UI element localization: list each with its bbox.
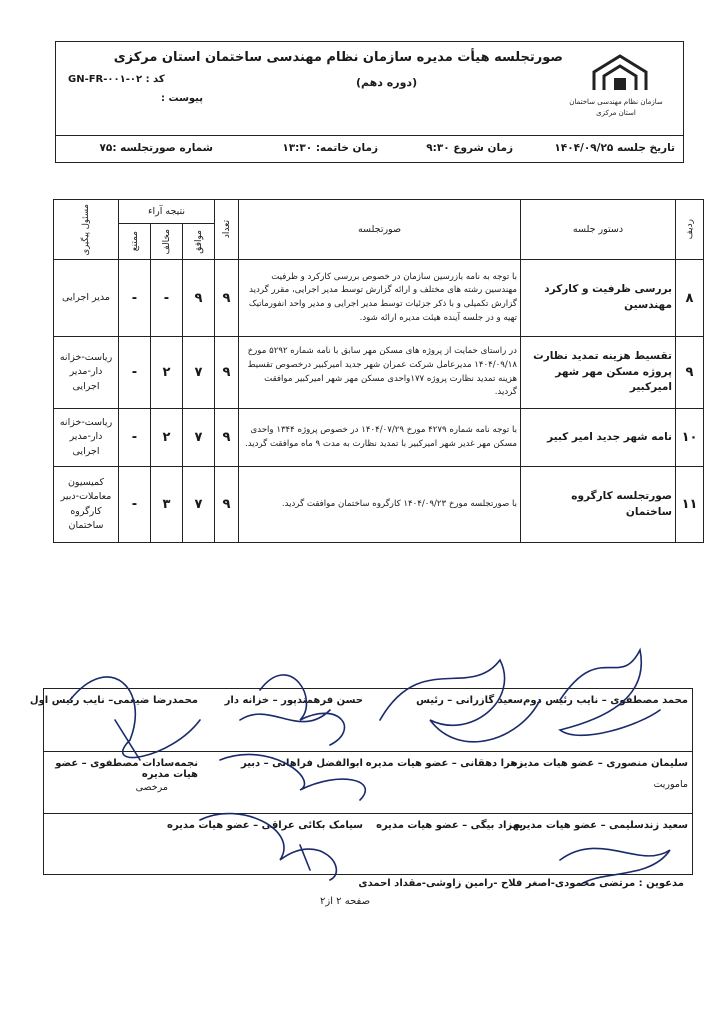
agenda-item: تقسیط هزینه تمدید نظارت پروژه مسکن مهر شهر امیرکبیر	[521, 337, 676, 409]
signature-cell	[523, 689, 692, 751]
header-count: تعداد	[215, 200, 239, 260]
vote-abstain: -	[119, 337, 151, 409]
row-number: ۸	[676, 260, 704, 337]
document-header	[55, 41, 684, 136]
organization-logo	[556, 50, 676, 130]
logo-caption-2: استان مرکزی	[596, 109, 636, 117]
signatory-status: ماموریت	[653, 779, 688, 790]
minutes-number: شماره صورتجلسه :۷۵	[99, 142, 213, 154]
signatory-name: محمدرضا ضیغمی– نایب رئیس اول	[29, 695, 198, 706]
signatory-name: حسن فرهمندپور – خزانه دار	[224, 695, 363, 706]
minutes-table	[53, 199, 704, 543]
vote-count: ۹	[215, 260, 239, 337]
document-subtitle: (دوره دهم)	[356, 76, 418, 89]
vote-count: ۹	[215, 467, 239, 543]
signature-cell	[367, 814, 527, 876]
signature-row	[44, 813, 692, 876]
signature-row	[29, 689, 692, 751]
signatory-name: زهرا دهقانی – عضو هیات مدیره	[365, 758, 523, 769]
responsible-party: کمیسیون معاملات-دبیر کارگروه ساختمان	[54, 467, 119, 543]
minutes-text: با صورتجلسه مورخ ۱۴۰۴/۰۹/۲۳ کارگروه ساختمان موافقت گردید.	[239, 467, 521, 543]
signature-cell	[29, 689, 202, 751]
meeting-info-bar	[55, 136, 684, 163]
vote-disagree: ۲	[151, 337, 183, 409]
agenda-item: صورتجلسه کارگروه ساختمان	[521, 467, 676, 543]
header-disagree: مخالف	[151, 224, 183, 260]
header-responsible: مسئول پیگیری	[54, 200, 119, 260]
vote-abstain: -	[119, 409, 151, 467]
signature-cell	[42, 752, 202, 814]
building-logo-icon	[590, 52, 650, 94]
signature-cell	[202, 752, 367, 814]
header-minutes: صورتجلسه	[239, 200, 521, 260]
vote-count: ۹	[215, 337, 239, 409]
responsible-party: مدیر اجرایی	[54, 260, 119, 337]
invitees-line: مدعوین : مرتضی محمودی-اصغر فلاح -رامین زاوشی-مقداد احمدی	[358, 878, 684, 889]
vote-agree: ۷	[183, 409, 215, 467]
signatory-status: مرخصی	[135, 782, 168, 793]
signature-row	[44, 751, 692, 814]
header-votes: نتیجه آراء	[119, 200, 215, 224]
meeting-start-time: زمان شروع ۹:۳۰	[426, 142, 513, 154]
signatory-name: نجمه‌سادات مصطفوی – عضو هیات مدیره	[55, 758, 198, 780]
signatory-name: سلیمان منصوری – عضو هیات مدیره	[511, 758, 688, 769]
document-code	[68, 74, 165, 85]
signature-cell	[167, 814, 367, 876]
signatory-name: سیامک بکائی عراقی – عضو هیات مدیره	[167, 820, 363, 831]
vote-disagree: ۲	[151, 409, 183, 467]
logo-caption-1: سازمان نظام مهندسی ساختمان	[569, 98, 663, 106]
signatory-name: سعید زندسلیمی – عضو هیات مدیره	[514, 820, 688, 831]
code-value: GN-FR-۰۰۱-۰۲	[68, 74, 143, 85]
vote-agree: ۹	[183, 260, 215, 337]
document-title: صورتجلسه هیأت مدیره سازمان نظام مهندسی ساختمان استان مرکزی	[113, 50, 563, 65]
vote-disagree: ۳	[151, 467, 183, 543]
agenda-item: بررسی ظرفیت و کارکرد مهندسین	[521, 260, 676, 337]
vote-disagree: -	[151, 260, 183, 337]
table-row	[54, 409, 704, 467]
responsible-party: ریاست-خزانه دار-مدیر اجرایی	[54, 337, 119, 409]
minutes-text: با توجه نامه شماره ۴۲۷۹ مورخ ۱۴۰۴/۰۷/۲۹ در خصوص پروژه ۱۳۴۴ واحدی مسکن مهر غدیر شهر امیرکبیر با تمدید نظارت به مدت ۹ ماه موافقت گردید.	[239, 409, 521, 467]
agenda-item: نامه شهر جدید امیر کبیر	[521, 409, 676, 467]
signature-section	[29, 688, 693, 875]
meeting-end-time: زمان خاتمه: ۱۳:۳۰	[282, 142, 378, 154]
responsible-party: ریاست-خزانه دار-مدیر اجرایی	[54, 409, 119, 467]
header-row-number: ردیف	[676, 200, 704, 260]
vote-agree: ۷	[183, 467, 215, 543]
signature-cell	[202, 689, 367, 751]
signatory-name: محمد مصطفوی – نایب رئیس دوم	[523, 695, 688, 706]
code-label: کد :	[145, 74, 165, 85]
vote-agree: ۷	[183, 337, 215, 409]
vote-abstain: -	[119, 260, 151, 337]
vote-abstain: -	[119, 467, 151, 543]
row-number: ۱۰	[676, 409, 704, 467]
header-agree: موافق	[183, 224, 215, 260]
signatory-name: ابوالفضل فراهانی – دبیر	[240, 758, 363, 769]
meeting-date: تاریخ جلسه ۱۴۰۴/۰۹/۲۵	[554, 142, 675, 154]
signature-cell	[511, 752, 692, 814]
header-agenda: دستور جلسه	[521, 200, 676, 260]
page-number: صفحه ۲ از۲	[320, 896, 371, 907]
table-row	[54, 337, 704, 409]
table-row	[54, 260, 704, 337]
attachment-label: پیوست :	[161, 93, 204, 104]
row-number: ۱۱	[676, 467, 704, 543]
header-abstain: ممتنع	[119, 224, 151, 260]
signatory-name: سعید گازرانی – رئیس	[416, 695, 523, 706]
table-row	[54, 467, 704, 543]
minutes-text: در راستای حمایت از پروژه های مسکن مهر سابق با نامه شماره ۵۲۹۲ مورخ ۱۴۰۴/۰۹/۱۸ مدیرعامل شرکت عمران شهر جدید امیرکبیر درخصوص تقسیط هزینه تمدید نظارت پروژه ۱۷۷واحدی مسکن مهر شهر امیرکبیر موافقت گردید.	[239, 337, 521, 409]
signature-cell	[42, 814, 202, 876]
signature-cell	[367, 752, 527, 814]
vote-count: ۹	[215, 409, 239, 467]
minutes-text: با توجه به نامه بازرسین سازمان در خصوص بررسی کارکرد و ظرفیت مهندسین رشته های مختلف و ارائه گزارش توسط مدیر اجرایی، مقرر گردید گزارش تکمیلی و با ذکر جزئیات توسط مدیر اجرایی و مدیر واحد انفورماتیک تهیه و در جلسه آینده هیئت مدیره ارائه شود.	[239, 260, 521, 337]
signatory-name: بهزاد بیگی – عضو هیات مدیره	[376, 820, 523, 831]
signature-cell	[367, 689, 527, 751]
row-number: ۹	[676, 337, 704, 409]
signature-cell	[514, 814, 692, 876]
